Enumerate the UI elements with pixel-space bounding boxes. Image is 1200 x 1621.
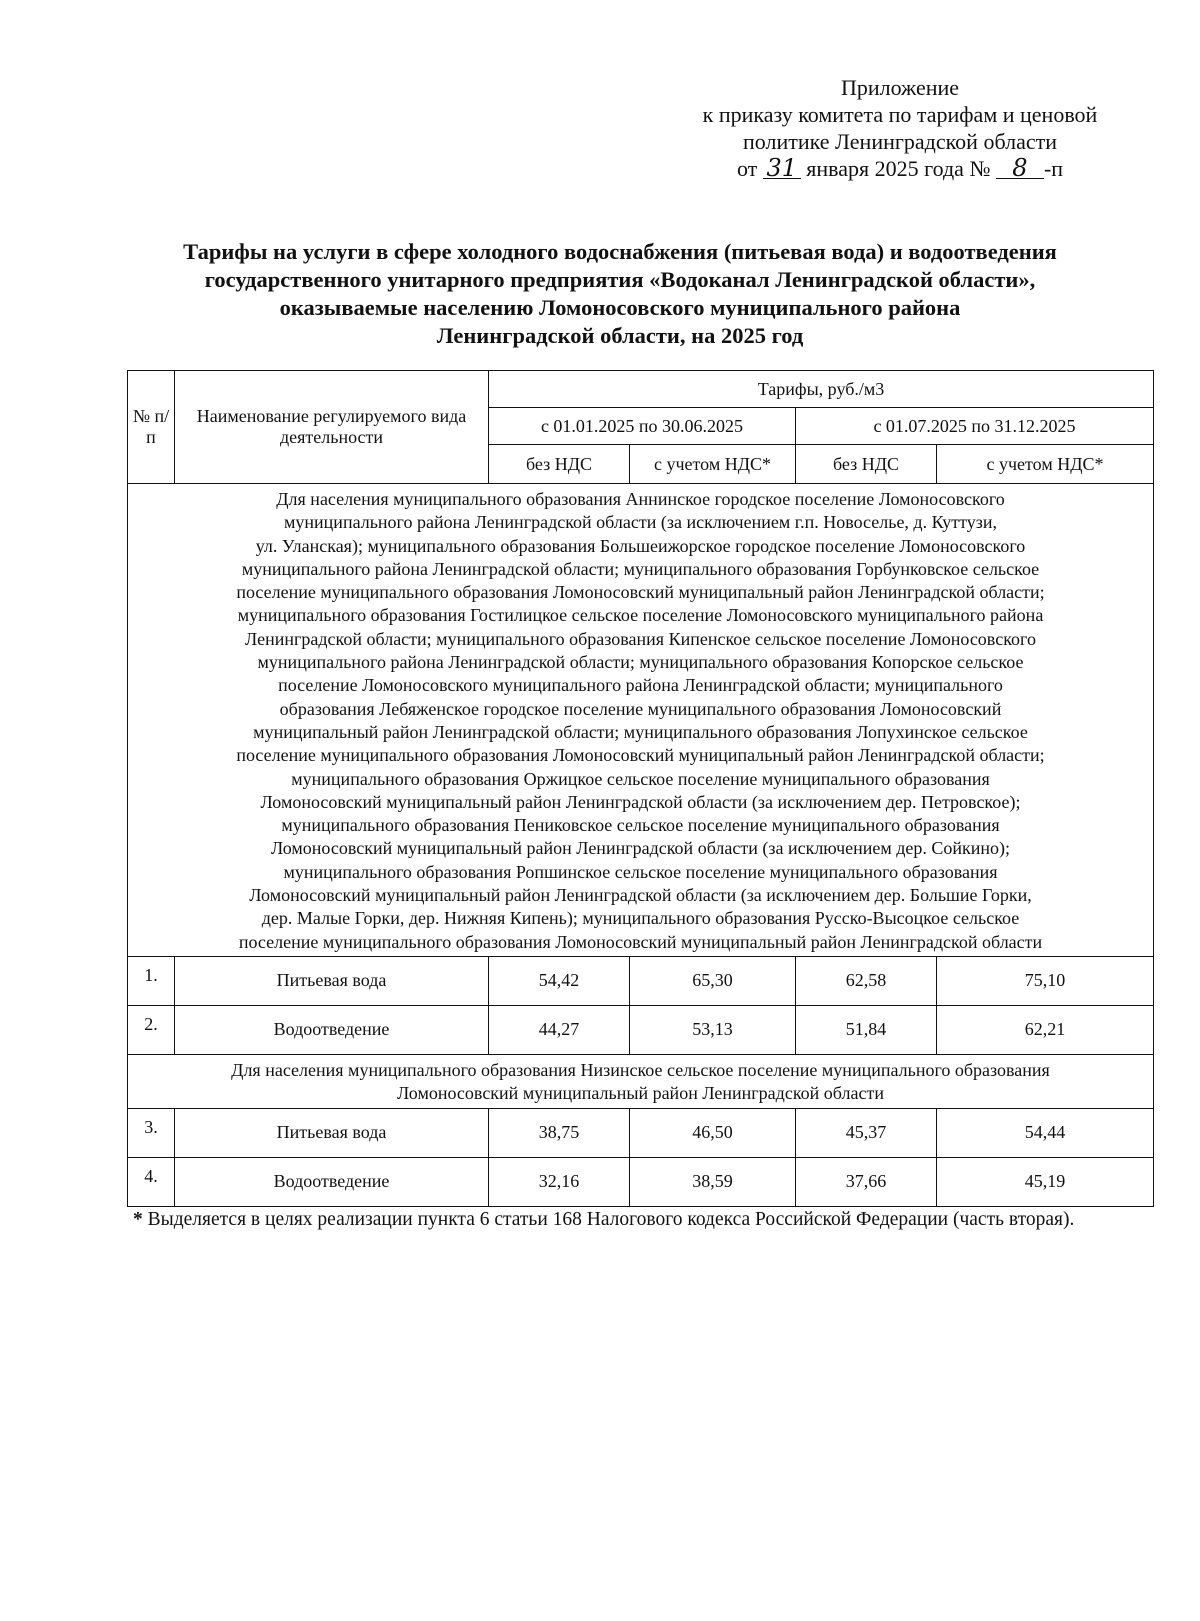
cell-p2-vat: 45,19 [937,1157,1154,1206]
header-p2-no-vat: без НДС [796,445,937,484]
cell-p2-no-vat: 37,66 [796,1157,937,1206]
group-row [128,1054,1154,1108]
cell-p2-vat: 75,10 [937,956,1154,1005]
group-description-line: муниципального образования Пениковское сельское поселение муниципального образования [281,815,1000,836]
group-description-line: ул. Уланская); муниципального образования Большеижорское городское поселение Ломоносовского [255,535,1026,556]
group-description-line: муниципальный район Ленинградской области; муниципального образования Лопухинское сельское [253,721,1028,742]
appendix-line1: Приложение [840,75,960,100]
group-description-line: Ленинградской области; муниципального образования Кипенское сельское поселение Ломоносовского [245,628,1036,649]
cell-name: Питьевая вода [175,1108,489,1157]
group-description-line: Ломоносовский муниципальный район Ленинградской области (за исключением дер. Сойкино); [270,838,1011,859]
group-description-line: муниципального района Ленинградской области; муниципального образования Горбунковское сельское [241,558,1040,579]
cell-p1-vat: 46,50 [630,1108,796,1157]
header-p1-no-vat: без НДС [489,445,630,484]
cell-num: 1. [128,956,175,1005]
group-description-line: дер. Малые Горки, дер. Нижняя Кипень); муниципального образования Русско-Высоцкое сельское [261,908,1020,929]
group-description-line: муниципального образования Ропшинское сельское поселение муниципального образования [283,861,998,882]
group-description-line: поселение муниципального образования Ломоносовский муниципальный район Ленинградской области; [236,582,1045,603]
group-description-line: Ломоносовский муниципальный район Ленинградской области [397,1083,884,1104]
cell-p1-no-vat: 38,75 [489,1108,630,1157]
appendix-date-line [640,155,1160,182]
cell-p2-no-vat: 62,58 [796,956,937,1005]
group-description [128,484,1154,957]
date-middle: января 2025 года № [806,156,991,181]
date-prefix: от [736,156,758,181]
cell-p2-vat: 62,21 [937,1005,1154,1054]
group-description-line: Для населения муниципального образования Низинское сельское поселение муниципального образования [231,1059,1050,1080]
group-description-line: муниципального района Ленинградской области (за исключением г.п. Новоселье, д. Куттузи, [284,512,997,533]
table-row [128,1108,1154,1157]
cell-name: Питьевая вода [175,956,489,1005]
header-tariffs: Тарифы, руб./м3 [489,371,1154,408]
cell-p1-no-vat: 44,27 [489,1005,630,1054]
group-description-line: поселение Ломоносовского муниципального района Ленинградской области; муниципального [278,675,1003,696]
appendix-header [640,74,1160,182]
group-description-line: Ломоносовский муниципальный район Ленинградской области (за исключением дер. Петровское); [260,791,1021,812]
cell-name: Водоотведение [175,1157,489,1206]
handwritten-day: 31 [763,158,801,179]
group-description-line: образования Лебяженское городское поселение муниципального образования Ломоносовский [279,698,1002,719]
header-period1: с 01.01.2025 по 30.06.2025 [489,408,796,445]
header-period2: с 01.07.2025 по 31.12.2025 [796,408,1154,445]
group-description-line: поселение муниципального образования Ломоносовский муниципальный район Ленинградской области [238,931,1043,952]
header-num: № п/п [128,371,175,484]
tariff-table [127,370,1154,1207]
title-line1: Тарифы на услуги в сфере холодного водоснабжения (питьевая вода) и водоотведения [183,239,1057,264]
cell-num: 2. [128,1005,175,1054]
group-description-line: поселение муниципального образования Ломоносовский муниципальный район Ленинградской области; [236,745,1045,766]
cell-p1-no-vat: 54,42 [489,956,630,1005]
appendix-line3: политике Ленинградской области [742,129,1057,154]
header-name: Наименование регулируемого вида деятельности [175,371,489,484]
group-description-line: муниципального района Ленинградской области; муниципального образования Копорское сельское [257,652,1024,673]
document-title [130,238,1110,350]
cell-p2-no-vat: 51,84 [796,1005,937,1054]
header-p2-with-vat: с учетом НДС* [937,445,1154,484]
table-row [128,956,1154,1005]
table-row [128,1157,1154,1206]
footnote-star: * [133,1209,143,1230]
cell-p1-vat: 53,13 [630,1005,796,1054]
cell-name: Водоотведение [175,1005,489,1054]
cell-num: 4. [128,1157,175,1206]
group-description-line: муниципального образования Оржицкое сельское поселение муниципального образования [291,768,990,789]
footnote [133,1207,1153,1233]
group-description [128,1054,1154,1108]
cell-p1-no-vat: 32,16 [489,1157,630,1206]
title-line3: оказываемые населению Ломоносовского муниципального района [279,295,961,320]
cell-p1-vat: 65,30 [630,956,796,1005]
appendix-line2: к приказу комитета по тарифам и ценовой [702,102,1098,127]
header-p1-with-vat: с учетом НДС* [630,445,796,484]
group-description-line: муниципального образования Гостилицкое сельское поселение Ломоносовского муниципального района [237,605,1044,626]
handwritten-number: 8 [996,158,1044,179]
group-description-line: Для населения муниципального образования Аннинское городское поселение Ломоносовского [276,489,1005,509]
footnote-text: Выделяется в целях реализации пункта 6 статьи 168 Налогового кодекса Российской Федерации (часть вторая). [147,1209,1075,1230]
cell-num: 3. [128,1108,175,1157]
title-line4: Ленинградской области, на 2025 год [436,323,804,348]
group-row [128,484,1154,957]
cell-p2-vat: 54,44 [937,1108,1154,1157]
title-line2: государственного унитарного предприятия «Водоканал Ленинградской области», [204,267,1036,292]
cell-p1-vat: 38,59 [630,1157,796,1206]
table-row [128,1005,1154,1054]
group-description-line: Ломоносовский муниципальный район Ленинградской области (за исключением дер. Большие Горки, [249,885,1032,906]
cell-p2-no-vat: 45,37 [796,1108,937,1157]
order-suffix: -п [1043,156,1064,181]
